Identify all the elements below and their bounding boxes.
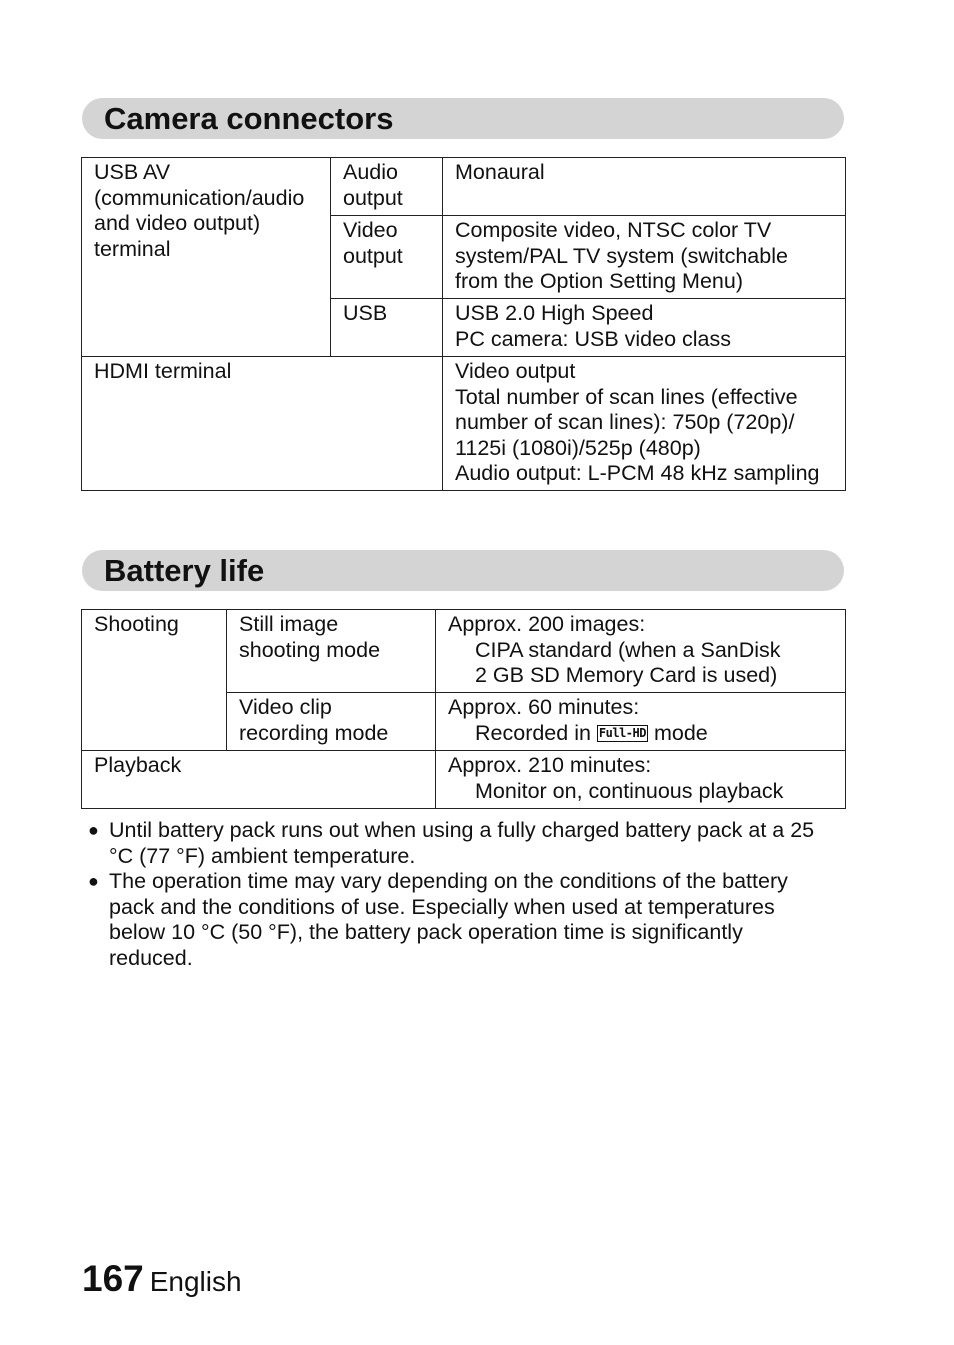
video-clip-value-main: Approx. 60 minutes: xyxy=(448,695,640,719)
camera-connectors-table xyxy=(81,157,846,491)
table-row xyxy=(82,158,846,216)
battery-life-header xyxy=(82,550,844,591)
bullet-icon: ● xyxy=(88,871,99,892)
note-text: Until battery pack runs out when using a fully charged battery pack at a 25 °C (77 °F) ambient temperature. xyxy=(109,818,815,868)
usb-av-label: USB AV (communication/audio and video output) terminal xyxy=(82,158,331,357)
still-image-value-main: Approx. 200 images: xyxy=(448,612,646,636)
camera-connectors-title: Camera connectors xyxy=(104,101,394,136)
camera-connectors-header xyxy=(82,98,844,139)
hdmi-value: Video output Total number of scan lines (effective number of scan lines): 750p (720p)/ 1125i (1080i)/525p (480p) Audio output: L-PCM 48 kHz sampling xyxy=(443,357,846,491)
table-row xyxy=(82,357,846,491)
bullet-icon: ● xyxy=(88,820,99,840)
usb-label: USB xyxy=(331,299,443,357)
table-row xyxy=(82,610,846,693)
usb-value: USB 2.0 High Speed PC camera: USB video class xyxy=(443,299,846,357)
still-image-value xyxy=(436,610,846,693)
shooting-label: Shooting xyxy=(82,610,227,751)
hdmi-label: HDMI terminal xyxy=(82,357,443,491)
still-image-label: Still image shooting mode xyxy=(227,610,436,693)
notes-list xyxy=(82,818,832,972)
video-clip-value-pre: Recorded in xyxy=(475,720,597,745)
page-footer xyxy=(82,1258,242,1300)
playback-value-main: Approx. 210 minutes: xyxy=(448,753,652,777)
audio-output-value: Monaural xyxy=(443,158,846,216)
playback-value-sub: Monitor on, continuous playback xyxy=(475,778,784,803)
video-output-value: Composite video, NTSC color TV system/PAL TV system (switchable from the Option Setting Menu) xyxy=(443,216,846,299)
battery-life-table xyxy=(81,609,846,809)
note-text: The operation time may vary depending on the conditions of the battery pack and the conditions of use. Especially when used at temperatures below 10 °C (50 °F), the battery pack operation time is significantly reduced. xyxy=(109,869,788,970)
full-hd-icon: Full-HD xyxy=(598,725,646,740)
video-clip-label: Video clip recording mode xyxy=(227,693,436,751)
list-item xyxy=(82,818,832,869)
audio-output-label: Audio output xyxy=(331,158,443,216)
list-item xyxy=(82,869,832,971)
playback-value xyxy=(436,751,846,809)
table-row xyxy=(82,751,846,809)
video-clip-value xyxy=(436,693,846,751)
still-image-value-sub: CIPA standard (when a SanDisk 2 GB SD Memory Card is used) xyxy=(475,637,781,687)
language-label: English xyxy=(149,1266,242,1297)
video-clip-value-sub xyxy=(448,721,837,747)
playback-label: Playback xyxy=(82,751,436,809)
video-output-label: Video output xyxy=(331,216,443,299)
battery-life-title: Battery life xyxy=(104,553,265,588)
video-clip-value-post: mode xyxy=(647,720,708,745)
page-number: 167 xyxy=(82,1258,144,1299)
